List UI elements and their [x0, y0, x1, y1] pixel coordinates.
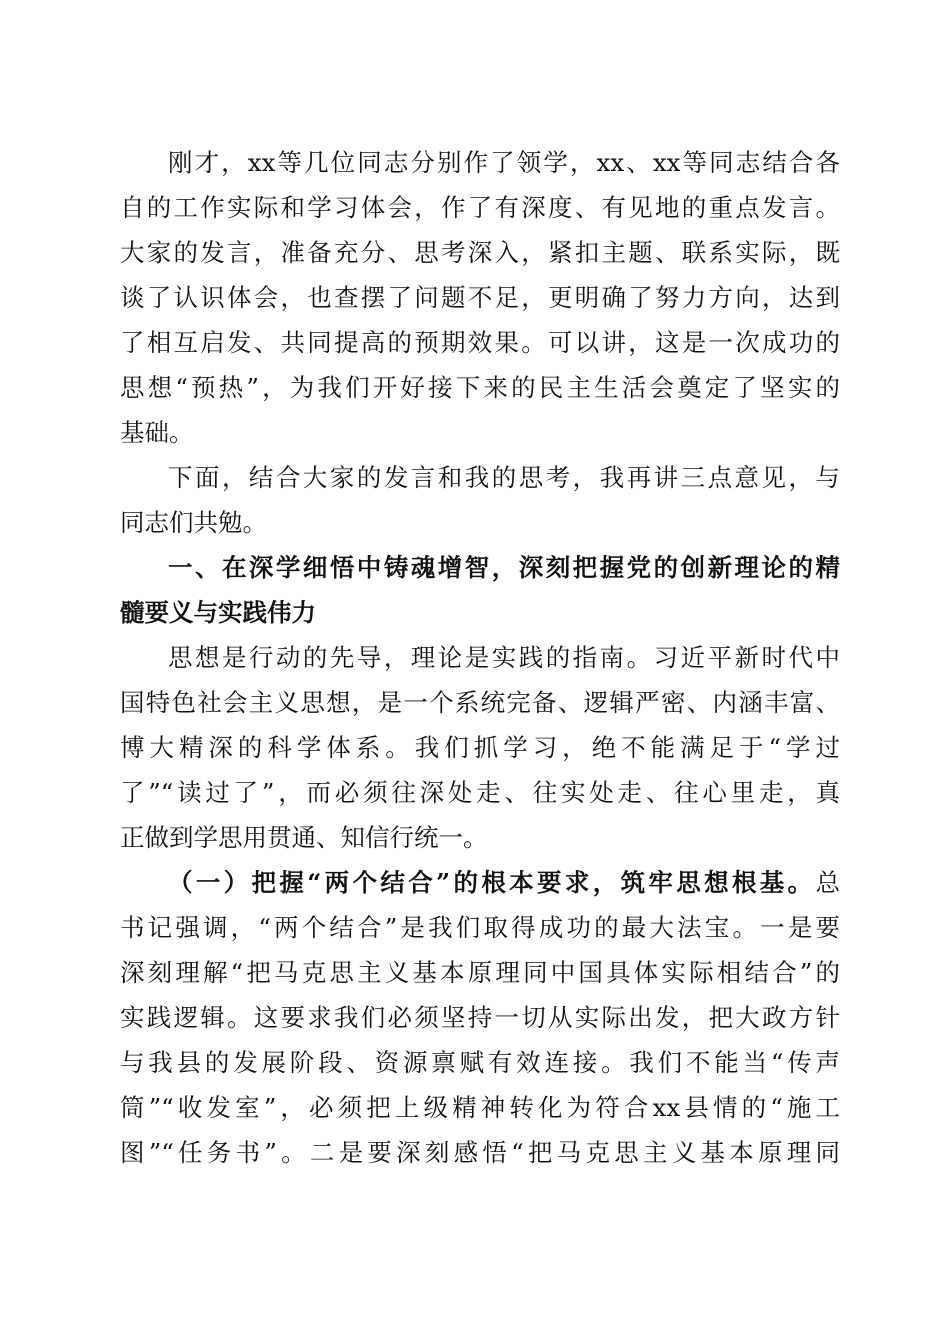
paragraph-1-line-4: 谈了认识体会，也查摆了问题不足，更明确了努力方向，达到	[120, 283, 840, 312]
paragraph-1-line-1: 刚才，xx等几位同志分别作了领学，xx、xx等同志结合各	[168, 148, 840, 177]
paragraph-3-line-2: 国特色社会主义思想，是一个系统完备、逻辑严密、内涵丰富、	[120, 688, 840, 717]
paragraph-3-line-1: 思想是行动的先导，理论是实践的指南。习近平新时代中	[168, 643, 840, 672]
section-heading-line-2: 髓要义与实践伟力	[120, 598, 316, 627]
paragraph-3-line-5: 正做到学思用贯通、知信行统一。	[120, 823, 488, 852]
paragraph-3-line-3: 博大精深的科学体系。我们抓学习，绝不能满足于“学过	[120, 733, 840, 762]
paragraph-1-line-2: 自的工作实际和学习体会，作了有深度、有见地的重点发言。	[120, 193, 840, 222]
paragraph-3-line-4: 了”“读过了”，而必须往深处走、往实处走、往心里走，真	[120, 778, 840, 807]
paragraph-4-line-2: 书记强调，“两个结合”是我们取得成功的最大法宝。一是要	[120, 913, 840, 942]
paragraph-1-line-5: 了相互启发、共同提高的预期效果。可以讲，这是一次成功的	[120, 328, 840, 357]
subsection-heading: （一）把握“两个结合”的根本要求，筑牢思想根基。	[168, 868, 816, 897]
paragraph-4-line-3: 深刻理解“把马克思主义基本原理同中国具体实际相结合”的	[120, 958, 840, 987]
paragraph-1-line-3: 大家的发言，准备充分、思考深入，紧扣主题、联系实际，既	[120, 238, 840, 267]
paragraph-4-line-1	[168, 860, 840, 906]
paragraph-1-line-6: 思想“预热”，为我们开好接下来的民主生活会奠定了坚实的	[120, 373, 840, 402]
paragraph-4-line-1-rest: 总	[815, 868, 840, 897]
paragraph-4-line-6: 筒”“收发室”，必须把上级精神转化为符合xx县情的“施工	[120, 1093, 840, 1122]
paragraph-2-line-1: 下面，结合大家的发言和我的思考，我再讲三点意见，与	[168, 463, 840, 492]
paragraph-4-line-7: 图”“任务书”。二是要深刻感悟“把马克思主义基本原理同	[120, 1138, 840, 1167]
paragraph-4-line-5: 与我县的发展阶段、资源禀赋有效连接。我们不能当“传声	[120, 1048, 840, 1077]
section-heading-line-1: 一、在深学细悟中铸魂增智，深刻把握党的创新理论的精	[168, 553, 840, 582]
paragraph-4-line-4: 实践逻辑。这要求我们必须坚持一切从实际出发，把大政方针	[120, 1003, 840, 1032]
paragraph-2-line-2: 同志们共勉。	[120, 508, 267, 537]
paragraph-1-line-7: 基础。	[120, 418, 194, 447]
